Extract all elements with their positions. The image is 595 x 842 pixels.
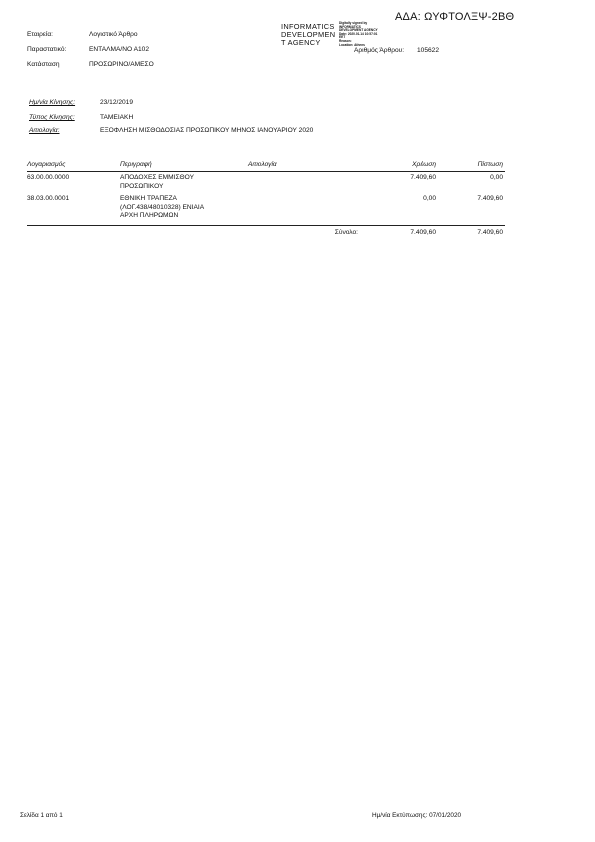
- description-line: ΑΠΟΔΟΧΕΣ ΕΜΜΙΣΘΟΥ: [120, 174, 194, 181]
- description-line: ΠΡΟΣΩΠΙΚΟΥ: [120, 182, 164, 190]
- header-rule: [27, 171, 505, 172]
- table-row-account: 38.03.00.0001: [27, 195, 70, 202]
- stamp-line: INFORMATICS: [339, 24, 361, 29]
- stamp-line: Reason:: [339, 38, 352, 43]
- org-name-line: DEVELOPMEN: [281, 30, 336, 40]
- table-row-debit: 7.409,60: [410, 174, 436, 181]
- column-header-description: Περιγραφή: [120, 161, 152, 168]
- ada-code: ΑΔΑ: ΩΥΦΤΟΛΞΨ-2ΒΘ: [395, 11, 515, 23]
- description-line: ΑΡΧΗ ΠΛΗΡΩΜΩΝ: [120, 212, 179, 220]
- stamp-line: EET: [339, 35, 346, 40]
- column-header-debit: Χρέωση: [412, 161, 436, 168]
- print-date: Ημ/νία Εκτύπωσης: 07/01/2020: [372, 812, 462, 819]
- stamp-line: Digitally signed by: [339, 21, 368, 25]
- table-row-account: 63.00.00.0000: [27, 174, 70, 181]
- document-value: ΕΝΤΑΛΜΑ/ΝΟ Α102: [89, 46, 149, 53]
- total-rule: [27, 225, 505, 226]
- stamp-line: DEVELOPMENT AGENCY: [339, 28, 378, 33]
- org-name-line: T AGENCY: [281, 38, 321, 48]
- movement-date-value: 23/12/2019: [100, 99, 134, 106]
- signature-stamp: [339, 22, 378, 47]
- table-row-description: [120, 195, 204, 221]
- column-header-reason: Αιτιολογία: [248, 161, 277, 168]
- movement-type-value: ΤΑΜΕΙΑΚΗ: [100, 114, 134, 121]
- table-row-credit: 7.409,60: [477, 195, 503, 202]
- total-label: Σύνολο:: [334, 229, 358, 236]
- document-label: Παραστατικό:: [27, 46, 67, 53]
- page-number: Σελίδα 1 από 1: [20, 812, 63, 819]
- stamp-line: Location: Athens: [339, 42, 365, 47]
- column-header-credit: Πίστωση: [477, 161, 503, 168]
- status-label: Κατάσταση: [27, 61, 60, 68]
- article-label: Αριθμός Άρθρου:: [354, 47, 405, 54]
- article-value: 105622: [417, 47, 440, 54]
- org-name-line: INFORMATICS: [281, 22, 335, 31]
- company-label: Εταιρεία:: [27, 31, 53, 38]
- description-line: (ΛΟΓ.438/48010328) ΕΝΙΑΙΑ: [120, 203, 205, 211]
- company-value: Λογιστικό Άρθρο: [89, 31, 138, 38]
- stamp-line: Date: 2020.01.14 10:57:01: [339, 31, 378, 36]
- movement-type-label: Τύπος Κίνησης:: [29, 114, 75, 121]
- movement-reason-value: ΕΞΟΦΛΗΣΗ ΜΙΣΘΟΔΟΣΙΑΣ ΠΡΟΣΩΠΙΚΟΥ ΜΗΝΟΣ ΙΑΝΟΥΑΡΙΟΥ 2020: [100, 127, 314, 134]
- total-credit: 7.409,60: [477, 229, 503, 236]
- table-row-debit: 0,00: [423, 195, 436, 202]
- column-header-account: Λογαριασμός: [27, 161, 66, 168]
- description-line: ΕΘΝΙΚΗ ΤΡΑΠΕΖΑ: [120, 195, 177, 202]
- table-row-description: [120, 174, 194, 191]
- table-row-credit: 0,00: [490, 174, 503, 181]
- total-debit: 7.409,60: [410, 229, 436, 236]
- org-name: [281, 23, 335, 48]
- movement-date-label: Ημ/νία Κίνησης:: [29, 99, 76, 106]
- movement-reason-label: Αιτιολογία:: [29, 127, 60, 134]
- status-value: ΠΡΟΣΩΡΙΝΟ/ΑΜΕΣΟ: [89, 61, 154, 68]
